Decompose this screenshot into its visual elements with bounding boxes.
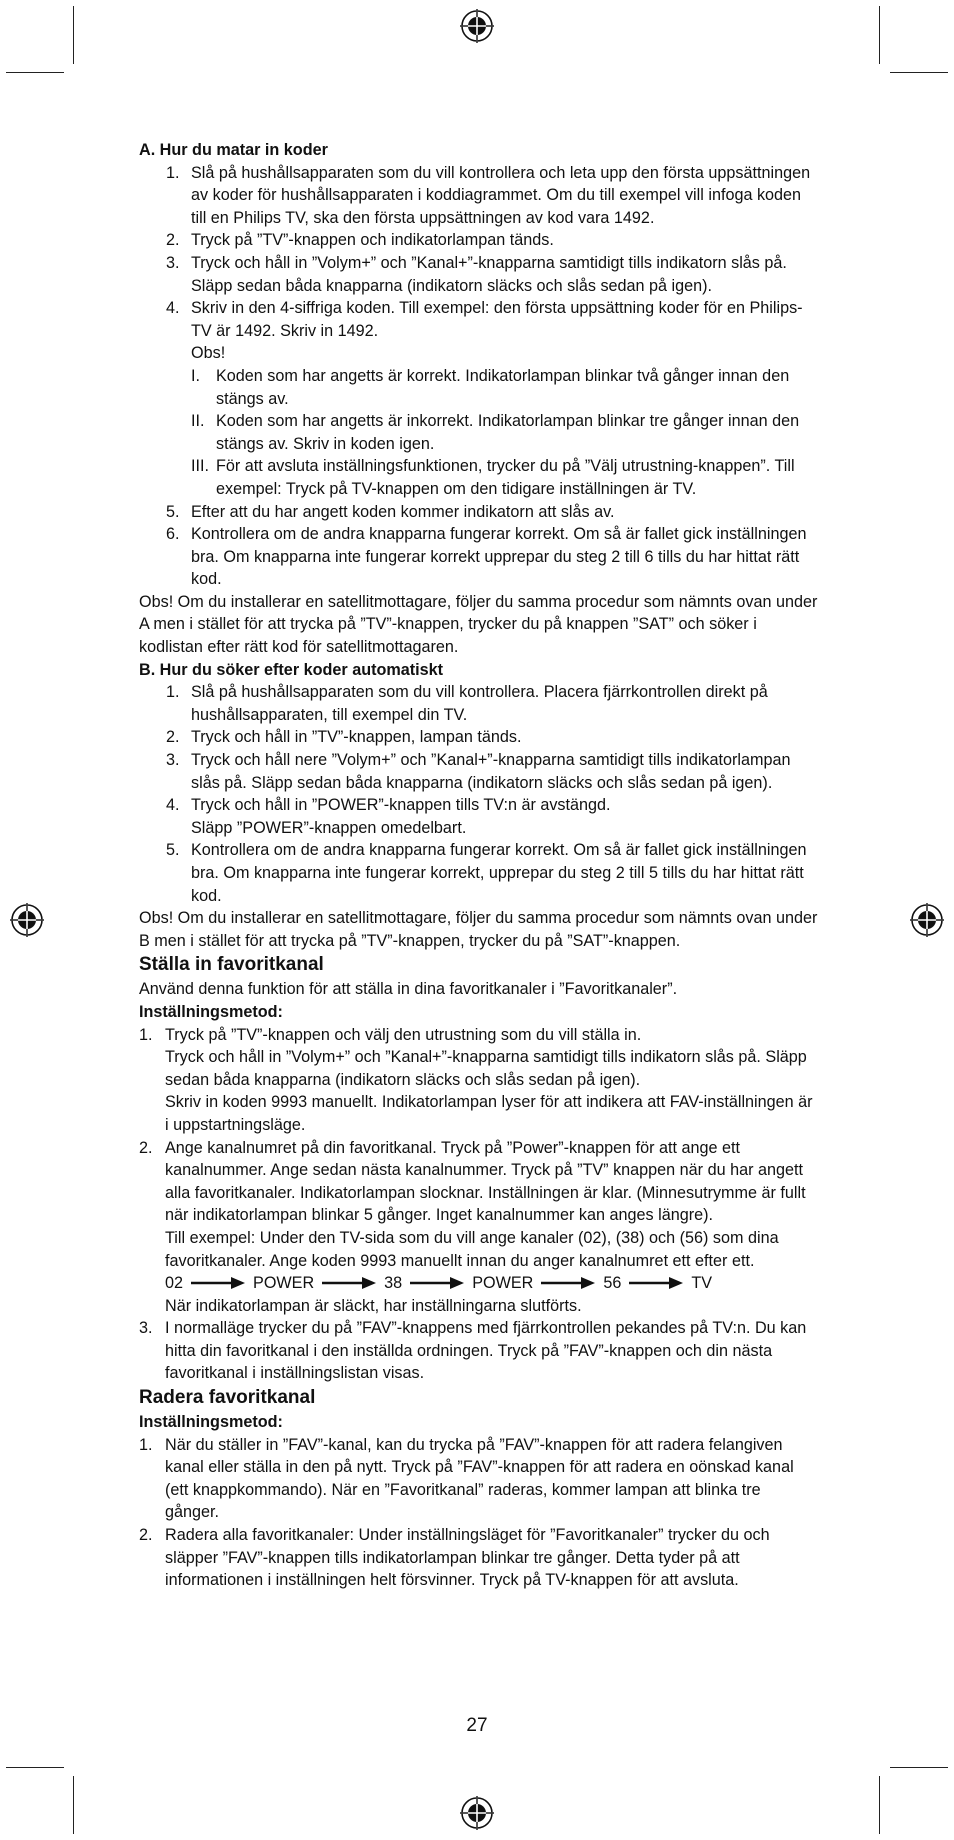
step-number: 3. (166, 751, 180, 770)
list-item (139, 749, 819, 794)
arrow-right-icon (191, 1277, 245, 1289)
step-number: 4. (166, 796, 180, 815)
step-text: Skriv in koden 9993 manuellt. Indikatorlampan lyser för att indikera att FAV-inställningen är i uppstartningsläge. (165, 1093, 813, 1134)
radera-method: Inställningsmetod: (139, 1413, 283, 1432)
list-item (139, 1317, 819, 1385)
list-item (139, 1524, 819, 1592)
document-body (139, 139, 819, 1592)
favorit-title: Ställa in favoritkanal (139, 954, 324, 976)
note-label: Obs! (191, 344, 226, 363)
crop-mark (879, 1776, 880, 1834)
list-item (139, 1024, 819, 1137)
sub-list (191, 365, 819, 501)
crop-mark (73, 1776, 74, 1834)
crop-mark (890, 1767, 948, 1768)
section-a-steps (139, 162, 819, 591)
sub-text: För att avsluta inställningsfunktionen, trycker du på ”Välj utrustning-knappen”. Till exempel: Tryck på TV-knappen om den tidigare inställningen är TV. (216, 457, 795, 498)
step-number: 6. (166, 525, 180, 544)
favorit-steps (139, 1024, 819, 1386)
list-item (139, 501, 819, 524)
list-item (139, 297, 819, 500)
step-text: Kontrollera om de andra knapparna fungerar korrekt. Om så är fallet gick inställningen bra. Om knapparna inte fungerar korrekt, upprepar du steg 2 till 5 tills du har hittat rätt kod. (191, 841, 807, 905)
step-text: Släpp ”POWER”-knappen omedelbart. (191, 818, 467, 837)
list-item (139, 229, 819, 252)
crop-mark (6, 1767, 64, 1768)
key-sequence (165, 1272, 819, 1295)
sequence-item: TV (691, 1274, 713, 1293)
step-text: Radera alla favoritkanaler: Under inställningsläget för ”Favoritkanaler” trycker du och släpper ”FAV”-knappen tills indikatorlampan blinkar tre gånger. Detta tyder på att informationen i inställningen helt försvinner. Tryck på TV-knappen för att avsluta. (165, 1526, 770, 1590)
step-text: I normalläge trycker du på ”FAV”-knappens med fjärrkontrollen pekandes på TV:n. Du kan hitta din favoritkanal i den inställda ordningen. Tryck på ”FAV”-knappen och din nästa favoritkanal i inställningslistan visas. (165, 1319, 807, 1383)
list-item (139, 794, 819, 839)
favorit-method: Inställningsmetod: (139, 1002, 283, 1021)
step-number: 1. (139, 1435, 153, 1454)
registration-mark-icon (460, 9, 494, 43)
crop-mark (879, 6, 880, 64)
page-number: 27 (466, 1715, 488, 1736)
sequence-item: POWER (472, 1274, 534, 1293)
registration-mark-icon (460, 1796, 494, 1830)
list-item (191, 410, 819, 455)
step-text: Skriv in den 4-siffriga koden. Till exempel: den första uppsättning koder för en Philips-TV är 1492. Skriv in 1492. (191, 299, 803, 340)
step-number: 2. (166, 728, 180, 747)
sequence-item: 02 (165, 1274, 184, 1293)
list-item (139, 523, 819, 591)
step-text: När indikatorlampan är släckt, har inställningarna slutförts. (165, 1296, 582, 1315)
list-item (191, 455, 819, 500)
sequence-item: 56 (603, 1274, 622, 1293)
step-number: 2. (139, 1526, 153, 1545)
step-text: Tryck och håll nere ”Volym+” och ”Kanal+”-knapparna samtidigt tills indikatorlampan slås på. Släpp sedan båda knapparna (indikatorn släcks och slås sedan på igen). (191, 751, 791, 792)
section-b-obs: Obs! Om du installerar en satellitmottagare, följer du samma procedur som nämnts ovan under B men i stället för att trycka på ”TV”-knappen, trycker du på ”SAT”-knappen. (139, 909, 818, 950)
favorit-intro: Använd denna funktion för att ställa in dina favoritkanaler i ”Favoritkanaler”. (139, 980, 678, 999)
roman-number: III. (191, 457, 209, 476)
list-item (191, 365, 819, 410)
crop-mark (6, 72, 64, 73)
step-number: 1. (166, 683, 180, 702)
section-a-obs: Obs! Om du installerar en satellitmottagare, följer du samma procedur som nämnts ovan under A men i stället för att trycka på ”TV”-knappen, trycker du på knappen ”SAT” och söker i kodlistan efter rätt kod för satellitmottagaren. (139, 592, 818, 657)
list-item (139, 252, 819, 297)
step-number: 5. (166, 502, 180, 521)
radera-title: Radera favoritkanal (139, 1387, 316, 1409)
step-text: Tryck på ”TV”-knappen och välj den utrustning som du vill ställa in. (165, 1025, 642, 1044)
step-number: 2. (166, 231, 180, 250)
example-text: Till exempel: Under den TV-sida som du vill ange kanaler (02), (38) och (56) som dina favoritkanaler. Ange koden 9993 manuellt innan du anger kanalnumret ett efter ett. (165, 1228, 779, 1270)
arrow-right-icon (322, 1277, 376, 1289)
sub-text: Koden som har angetts är korrekt. Indikatorlampan blinkar två gånger innan den stängs av. (216, 366, 790, 408)
sequence-item: 38 (384, 1274, 403, 1293)
registration-mark-icon (10, 903, 44, 937)
section-b-steps (139, 681, 819, 907)
radera-steps (139, 1434, 819, 1592)
step-text: Tryck och håll in ”TV”-knappen, lampan tänds. (191, 728, 522, 747)
step-text: Efter att du har angett koden kommer indikatorn att slås av. (191, 502, 615, 521)
step-text: Slå på hushållsapparaten som du vill kontrollera. Placera fjärrkontrollen direkt på hushållsapparaten, till exempel din TV. (191, 683, 768, 724)
step-number: 1. (166, 163, 180, 182)
section-b-heading: B. Hur du söker efter koder automatiskt (139, 660, 444, 679)
sub-text: Koden som har angetts är inkorrekt. Indikatorlampan blinkar tre gånger innan den stängs av. Skriv in koden igen. (216, 412, 800, 453)
step-number: 5. (166, 841, 180, 860)
list-item (139, 1137, 819, 1318)
sequence-item: POWER (253, 1274, 315, 1293)
step-number: 4. (166, 299, 180, 318)
arrow-right-icon (541, 1277, 595, 1289)
list-item (139, 839, 819, 907)
registration-mark-icon (910, 903, 944, 937)
section-a-heading: A. Hur du matar in koder (139, 141, 328, 159)
step-number: 1. (139, 1025, 153, 1044)
list-item (139, 1434, 819, 1524)
roman-number: II. (191, 412, 205, 431)
step-text: Tryck på ”TV”-knappen och indikatorlampan tänds. (191, 231, 554, 250)
step-number: 3. (139, 1319, 153, 1338)
step-text: När du ställer in ”FAV”-kanal, kan du trycka på ”FAV”-knappen för att radera felangiven kanal eller ställa in den på nytt. Tryck på ”FAV”-knappen för att radera en oönskad kanal (ett knappkommando). När en ”Favoritkanal” raderas, kommer lampan att blinka tre gånger. (165, 1435, 794, 1522)
step-text: Ange kanalnumret på din favoritkanal. Tryck på ”Power”-knappen för att ange ett kanalnummer. Ange sedan nästa kanalnummer. Tryck på ”TV” knappen när du har angett alla favoritkanaler. Indikatorlampan slocknar. Inställningen är klar. (Minnesutrymme är fullt när indikatorlampan blinkar 5 gånger. Inget kanalnummer kan anges längre). (165, 1138, 806, 1225)
step-number: 2. (139, 1138, 153, 1157)
step-text: Tryck och håll in ”POWER”-knappen tills TV:n är avstängd. (191, 796, 611, 815)
list-item (139, 162, 819, 230)
step-text: Tryck och håll in ”Volym+” och ”Kanal+”-knapparna samtidigt tills indikatorn slås på. Släpp sedan båda knapparna (indikatorn släcks och slås sedan på igen). (165, 1048, 807, 1089)
roman-number: I. (191, 366, 200, 385)
arrow-right-icon (410, 1277, 464, 1289)
step-text: Slå på hushållsapparaten som du vill kontrollera och leta upp den första uppsättningen av koder för hushållsapparaten i koddiagrammet. Om du till exempel vill infoga koden till en Philips TV, ska den första uppsättningen av kod vara 1492. (191, 163, 811, 227)
step-text: Kontrollera om de andra knapparna fungerar korrekt. Om så är fallet gick inställningen bra. Om knapparna inte fungerar korrekt upprepar du steg 2 till 6 tills du har hittat rätt kod. (191, 525, 807, 589)
step-number: 3. (166, 253, 180, 272)
crop-mark (890, 72, 948, 73)
list-item (139, 681, 819, 726)
list-item (139, 726, 819, 749)
crop-mark (73, 6, 74, 64)
step-text: Tryck och håll in ”Volym+” och ”Kanal+”-knapparna samtidigt tills indikatorn slås på. Släpp sedan båda knapparna (indikatorn släcks och slås sedan på igen). (191, 253, 787, 295)
arrow-right-icon (629, 1277, 683, 1289)
